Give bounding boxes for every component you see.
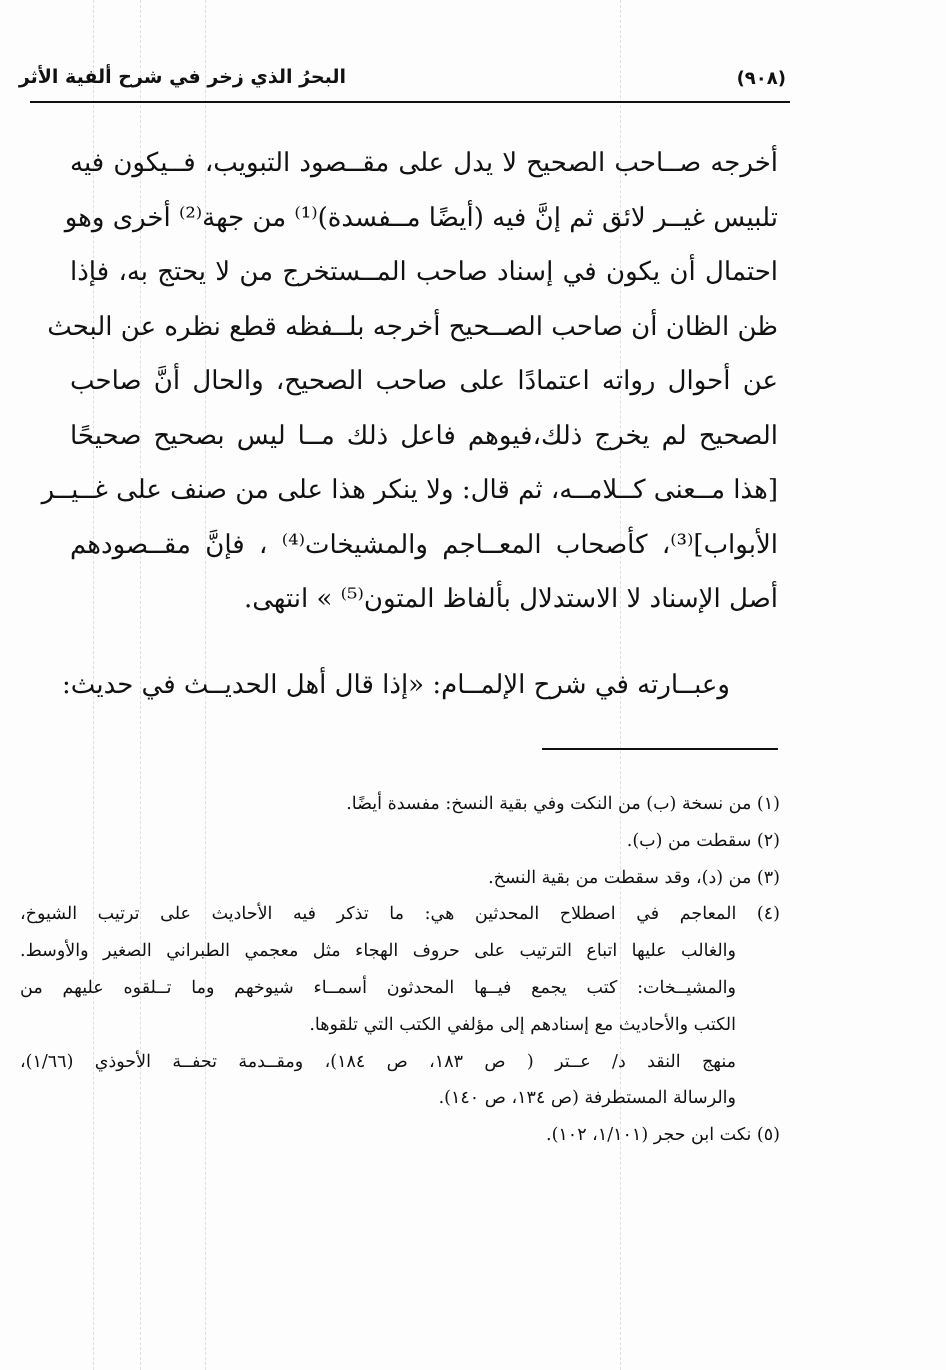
footnote-4-continuation: الكتب والأحاديث مع إسنادهم إلى مؤلفي الكتب التي تلقوها.: [309, 1014, 736, 1035]
body-line: الصحيح لم يخرج ذلك،فيوهم فاعل ذلك مــا ليس بصحيح صحيحًا: [70, 420, 778, 451]
body-line: الأبواب]⁽³⁾، كأصحاب المعــاجم والمشيخات⁽⁴⁾ ، فإنَّ مقــصودهم: [70, 529, 778, 560]
footnotes: [20, 786, 780, 1154]
footnote-4-continuation: والمشيــخات: كتب يجمع فيــها المحدثون أسمــاء شيوخهم وما تــلقوه عليهم من: [20, 977, 736, 998]
footnote-5: (٥) نكت ابن حجر (١/١٠١، ١٠٢).: [546, 1125, 780, 1146]
second-paragraph: وعبــارته في شرح الإلمــام: «إذا قال أهل الحديــث في حديث:: [62, 670, 730, 700]
footnote-1: (١) من نسخة (ب) من النكت وفي بقية النسخ: مفسدة أيضًا.: [346, 794, 780, 814]
running-header: [18, 64, 786, 104]
footnote-4-continuation: والرسالة المستطرفة (ص ١٣٤، ص ١٤٠).: [438, 1088, 736, 1109]
footnote-separator: [542, 748, 778, 750]
footnote-4-continuation: والغالب عليها اتباع الترتيب على حروف الهجاء مثل معجمي الطبراني الصغير والأوسط.: [20, 941, 736, 962]
footnote-4: (٤) المعاجم في اصطلاح المحدثين هي: ما تذكر فيه الأحاديث على ترتيب الشيوخ،: [20, 904, 780, 925]
main-paragraph: [41, 136, 778, 627]
body-line: أصل الإسناد لا الاستدلال بألفاظ المتون⁽⁵⁾ » انتهى.: [243, 584, 778, 614]
footnote-3: (٣) من (د)، وقد سقطت من بقية النسخ.: [488, 867, 780, 888]
header-rule: [30, 101, 790, 103]
running-title: البحرُ الذي زخر في شرح ألفية الأثر: [18, 66, 346, 88]
body-line: ظن الظان أن صاحب الصــحيح أخرجه بلــفظه قطع نظره عن البحث: [47, 311, 778, 342]
body-line: تلبيس غيــر لائق ثم إنَّ فيه (أيضًا مــفسدة)⁽¹⁾ من جهة⁽²⁾ أخرى وهو: [64, 202, 778, 233]
body-line: احتمال أن يكون في إسناد صاحب المــستخرج من لا يحتج به، فإذا: [70, 257, 778, 287]
footnote-2: (٢) سقطت من (ب).: [626, 830, 780, 851]
body-line: [هذا مــعنى كــلامــه، ثم قال: ولا ينكر هذا على من صنف على غــيــر: [41, 475, 778, 505]
page-number: (٩٠٨): [736, 68, 786, 89]
body-line: عن أحوال رواته اعتمادًا على صاحب الصحيح، والحال أنَّ صاحب: [70, 366, 778, 396]
footnote-4-continuation: منهج النقد د/ عــتر ( ص ١٨٣، ص ١٨٤)، ومقــدمة تحفــة الأحوذي (١/٦٦)،: [20, 1051, 736, 1072]
body-line: أخرجه صــاحب الصحيح لا يدل على مقــصود التبويب، فــيكون فيه: [70, 148, 778, 178]
